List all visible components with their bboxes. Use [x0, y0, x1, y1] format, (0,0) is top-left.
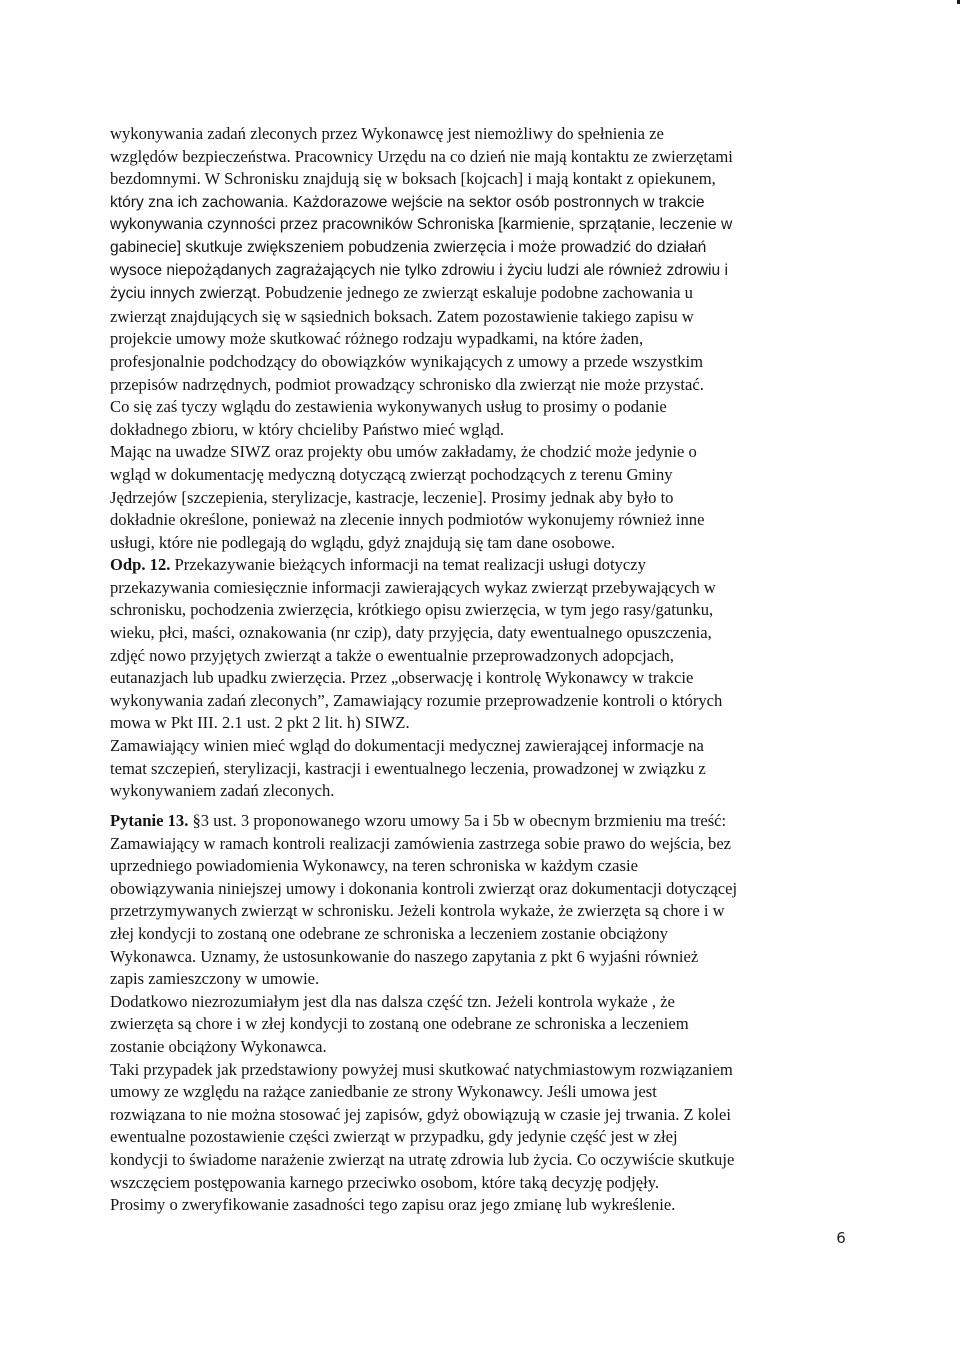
text-line: Mając na uwadze SIWZ oraz projekty obu umów zakładamy, że chodzić może jedynie o: [110, 442, 697, 462]
text-line: dokładnie określone, ponieważ na zlecenie innych podmiotów wykonujemy również inne: [110, 510, 705, 530]
text-fragment: Każdorazowe wejście na sektor osób postronnych w trakcie: [288, 193, 705, 211]
text-line: [110, 282, 850, 306]
text-line: przepisów nadrzędnych, podmiot prowadzący schronisko dla zwierząt nie może przystać.: [110, 374, 704, 394]
text-line: wykonywania zadań zleconych”, Zamawiający rozumie przeprowadzenie kontroli o których: [110, 690, 723, 710]
text-fragment: życiu innych zwierząt.: [110, 285, 261, 303]
text-line: wykonywaniem zadań zleconych.: [110, 781, 335, 801]
text-line: gabinecie] skutkuje zwiększeniem pobudzenia zwierzęcia i może prowadzić do działań: [110, 238, 707, 256]
text-line: umowy ze względu na rażące zaniedbanie ze strony Wykonawcy. Jeśli umowa jest: [110, 1082, 657, 1102]
text-fragment: §3 ust. 3 proponowanego wzoru umowy 5a i 5b w obecnym brzmieniu ma treść:: [188, 811, 727, 830]
text-line: Jędrzejów [szczepienia, sterylizacje, kastracje, leczenie]. Prosimy jednak aby było to: [110, 487, 674, 507]
text-line: uprzedniego powiadomienia Wykonawcy, na teren schroniska w każdym czasie: [110, 856, 638, 876]
text-line: zdjęć nowo przyjętych zwierząt a także o ewentualnie przeprowadzonych adopcjach,: [110, 645, 674, 665]
text-block-lower: [110, 810, 850, 1217]
text-line: ewentualne pozostawienie części zwierząt w przypadku, gdy jedynie część jest w złej: [110, 1127, 678, 1147]
text-line: Wykonawca. Uznamy, że ustosunkowanie do naszego zapytania z pkt 6 wyjaśni również: [110, 946, 699, 966]
text-line: złej kondycji to zostaną one odebrane ze schroniska a leczeniem zostanie obciążony: [110, 923, 668, 943]
text-fragment: Przekazywanie bieżących informacji na temat realizacji usługi dotyczy: [170, 555, 646, 575]
text-line: zapis zamieszczony w umowie.: [110, 969, 320, 989]
text-line: wykonywania czynności przez pracowników Schroniska [karmienie, sprzątanie, leczenie w: [110, 216, 733, 234]
text-line: mowa w Pkt III. 2.1 ust. 2 pkt 2 lit. h) SIWZ.: [110, 713, 410, 733]
text-line: [110, 554, 850, 577]
text-line: wieku, płci, maści, oznakowania (nr czip), daty przyjęcia, daty ewentualnego opuszczenia,: [110, 623, 712, 643]
text-block-upper: [110, 123, 850, 803]
text-line: zwierzęta są chore i w złej kondycji to zostaną one odebrane ze schroniska a leczeniem: [110, 1014, 689, 1034]
text-line: Zamawiający w ramach kontroli realizacji zamówienia zastrzega sobie prawo do wejścia, bez: [110, 833, 732, 853]
text-line: bezdomnymi. W Schronisku znajdują się w boksach [kojcach] i mają kontakt z opiekunem,: [110, 169, 716, 189]
text-line: [110, 306, 850, 329]
text-line: przekazywania comiesięcznie informacji zawierających wykaz zwierząt przebywających w: [110, 577, 716, 597]
text-line: Zamawiający winien mieć wgląd do dokumentacji medycznej zawierającej informacje na: [110, 736, 704, 756]
text-line: eutanazjach lub upadku zwierzęcia. Przez „obserwację i kontrolę Wykonawcy w trakcie: [110, 668, 694, 688]
text-line: rozwiązana to nie można stosować jej zapisów, gdyż obowiązują w czasie jej trwania. Z kolei: [110, 1104, 731, 1124]
text-line: projekcie umowy może skutkować różnego rodzaju wypadkami, na które żaden,: [110, 329, 644, 349]
text-line: Dodatkowo niezrozumiałym jest dla nas dalsza część tzn. Jeżeli kontrola wykaże , że: [110, 991, 675, 1011]
text-line: względów bezpieczeństwa. Pracownicy Urzędu na co dzień nie mają kontaktu ze zwierzętami: [110, 146, 733, 166]
text-line: zostanie obciążony Wykonawca.: [110, 1036, 327, 1056]
text-line: [110, 191, 850, 215]
text-line: obowiązywania niniejszej umowy i dokonania kontroli zwierząt oraz dokumentacji dotyczącej: [110, 878, 738, 898]
answer-label: Odp. 12.: [110, 555, 171, 575]
question-label: Pytanie 13.: [110, 811, 189, 830]
text-fragment: Zatem pozostawienie takiego zapisu w: [432, 306, 694, 326]
text-line: dokładnego zbioru, w który chcieliby Państwo mieć wgląd.: [110, 419, 505, 439]
text-fragment: zwierząt znajdujących się w sąsiednich boksach.: [110, 306, 433, 326]
page-number: 6: [836, 1229, 846, 1247]
text-line: usługi, które nie podlegają do wglądu, gdyż znajdują się tam dane osobowe.: [110, 532, 616, 552]
text-line: wysoce niepożądanych zagrażających nie tylko zdrowiu i życiu ludzi ale również zdrowiu i: [110, 261, 728, 279]
text-line: Prosimy o zweryfikowanie zasadności tego zapisu oraz jego zmianę lub wykreślenie.: [110, 1195, 676, 1215]
text-line: kondycji to świadome narażenie zwierząt na utratę zdrowia lub życia. Co oczywiście skutkuje: [110, 1149, 735, 1169]
text-line: temat szczepień, sterylizacji, kastracji i ewentualnego leczenia, prowadzonej w związku z: [110, 758, 706, 778]
text-line: profesjonalnie podchodzący do obowiązków wynikających z umowy a przede wszystkim: [110, 351, 704, 371]
text-line: Taki przypadek jak przedstawiony powyżej musi skutkować natychmiastowym rozwiązaniem: [110, 1059, 733, 1079]
text-fragment: Pobudzenie jednego ze zwierząt eskaluje podobne zachowania u: [260, 283, 693, 303]
text-line: przetrzymywanych zwierząt w schronisku. Jeżeli kontrola wykaże, że zwierzęta są chore i w: [110, 901, 725, 921]
text-fragment: który zna ich zachowania.: [110, 193, 289, 211]
text-line: wykonywania zadań zleconych przez Wykonawcę jest niemożliwy do spełnienia ze: [110, 124, 664, 143]
text-line: wgląd w dokumentację medyczną dotyczącą zwierząt pochodzących z terenu Gminy: [110, 464, 673, 484]
text-line: Co się zaś tyczy wglądu do zestawienia wykonywanych usług to prosimy o podanie: [110, 397, 667, 417]
text-line: wszczęciem postępowania karnego przeciwko osobom, które taką decyzję podjęły.: [110, 1172, 660, 1192]
text-line: [110, 810, 850, 833]
text-line: schronisku, pochodzenia zwierzęcia, krótkiego opisu zwierzęcia, w tym jego rasy/gatunku,: [110, 600, 714, 620]
